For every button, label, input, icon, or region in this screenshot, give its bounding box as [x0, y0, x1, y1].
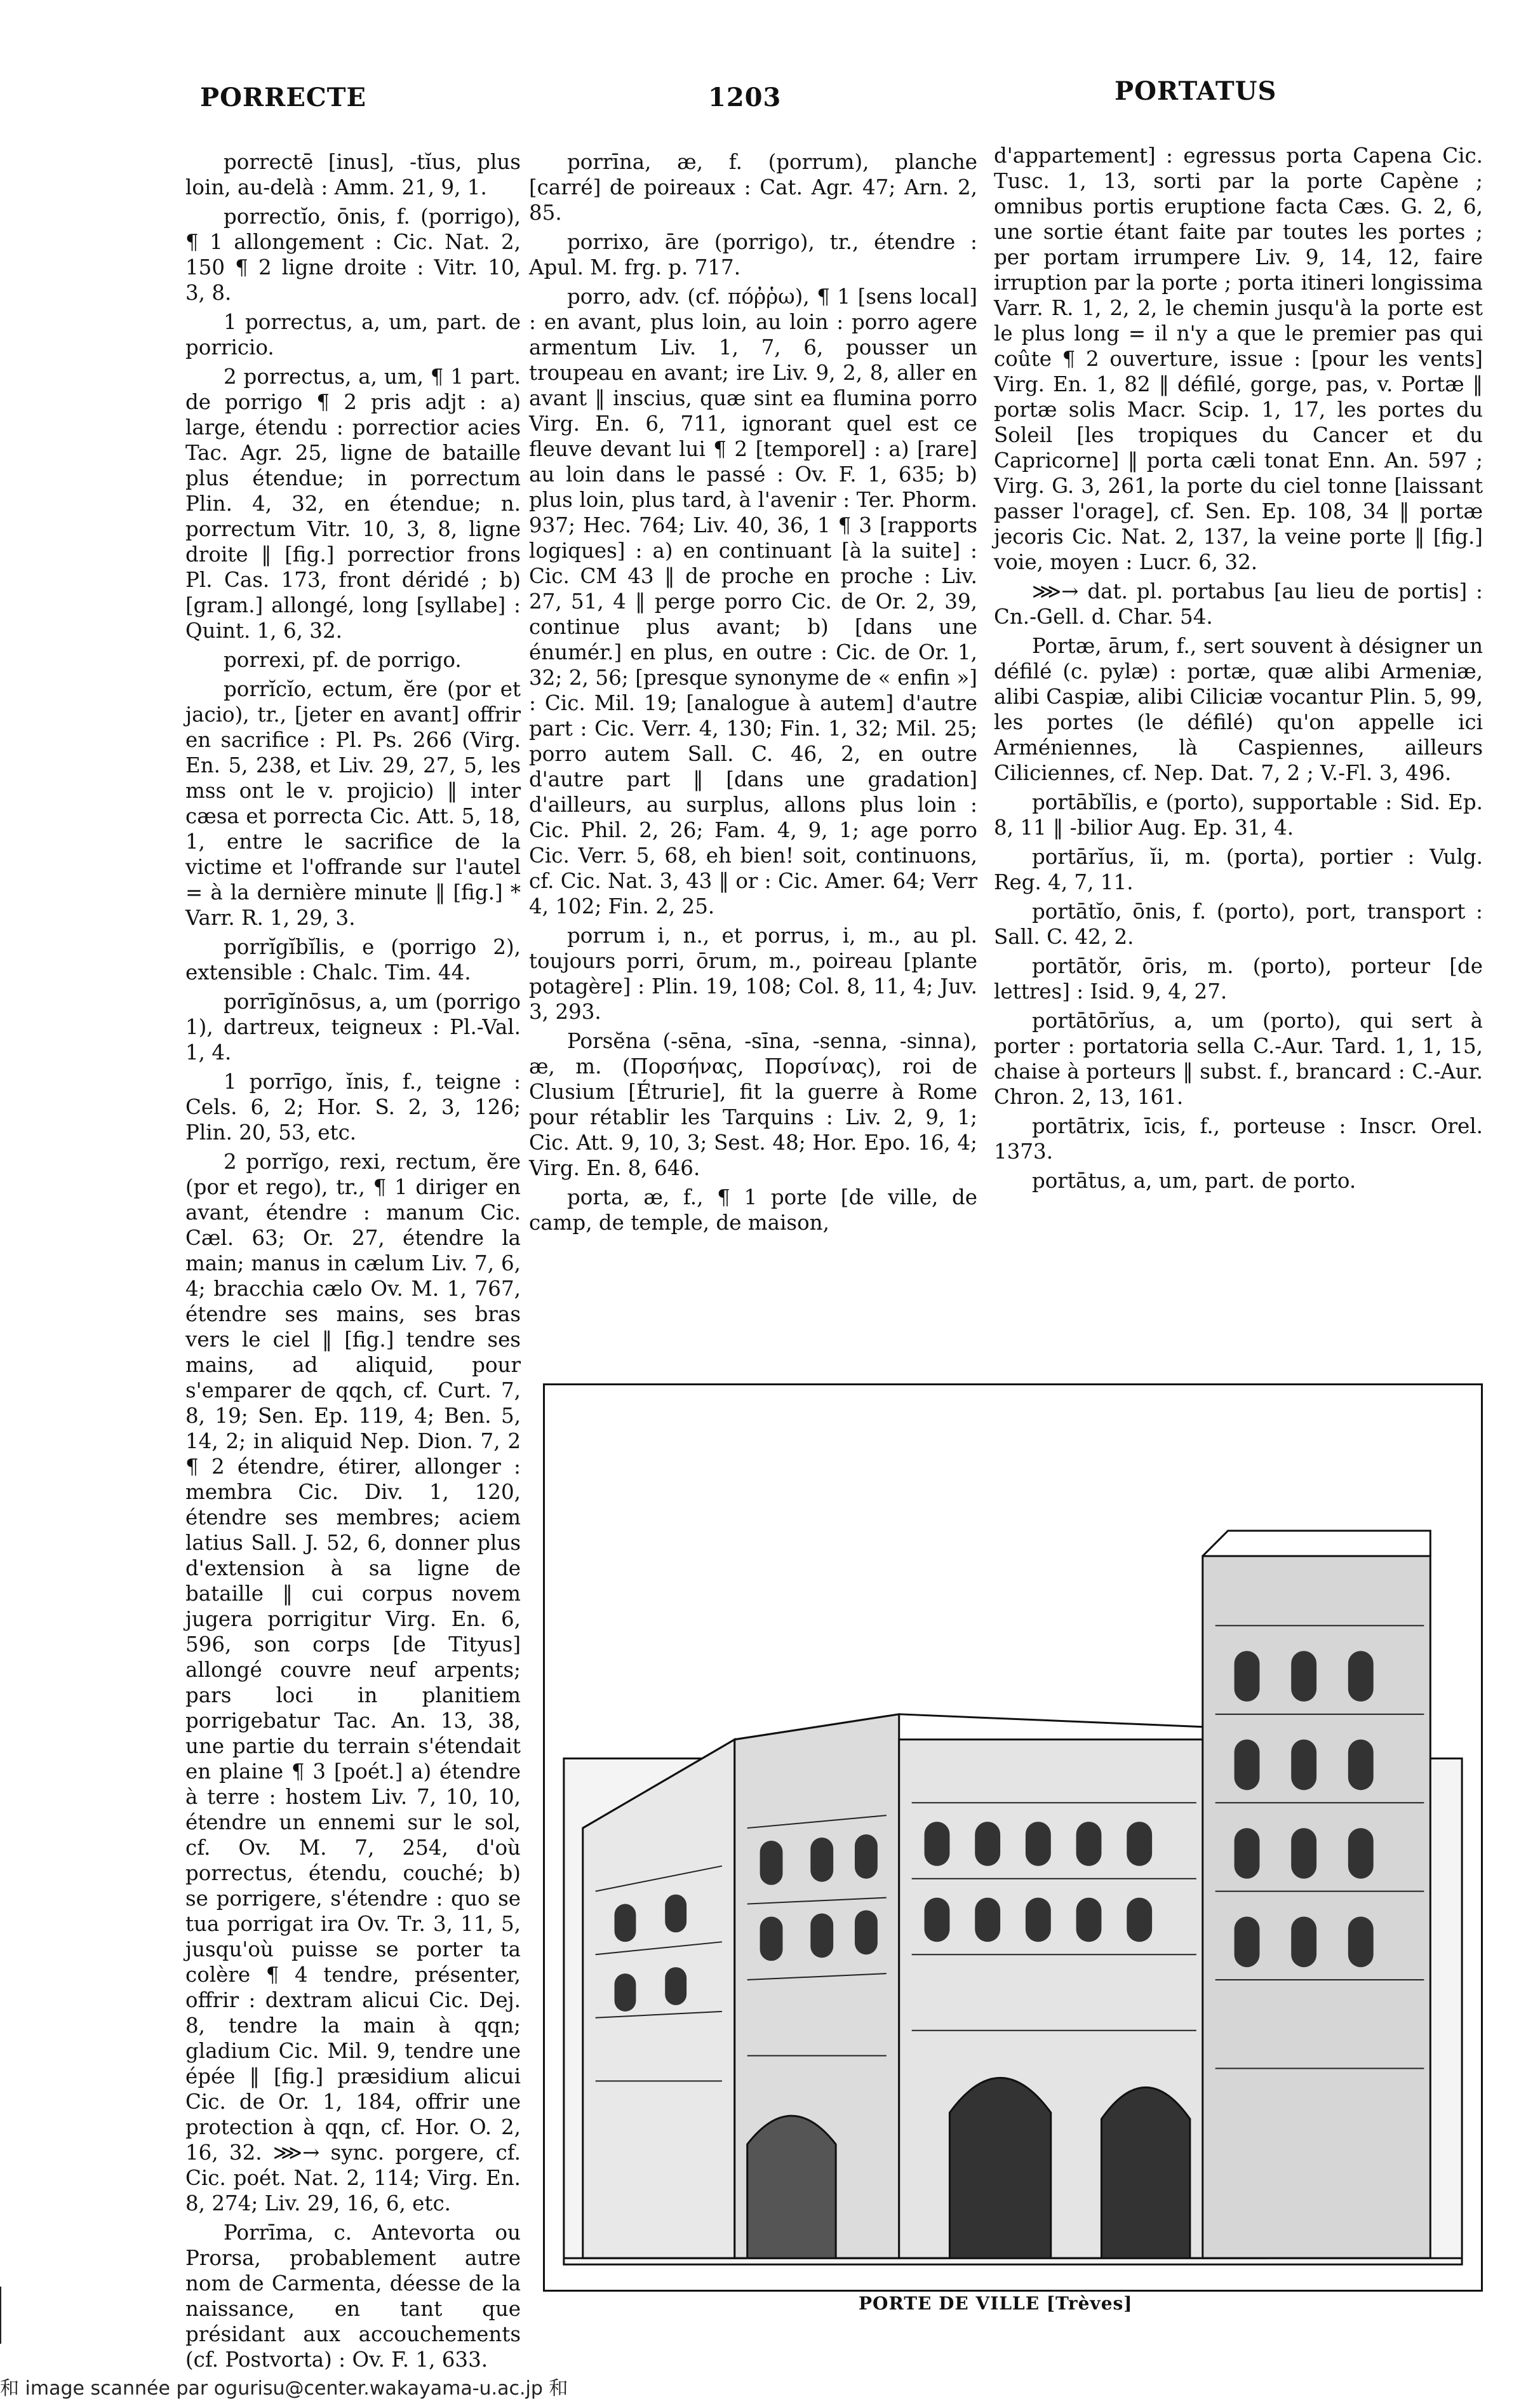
column-1 — [185, 149, 521, 2376]
dictionary-entry: portātĭo, ōnis, f. (porto), port, transport : Sall. C. 42, 2. — [994, 899, 1483, 949]
dictionary-entry: Portæ, ārum, f., sert souvent à désigner un défilé (c. pylæ) : portæ, quæ alibi Armeniæ, alibi Caspiæ, alibi Ciliciæ vocantur Plin. 5, 99, les portes (le défilé) qu'on appelle ici Arméniennes, là Caspiennes, ailleurs Ciliciennes, cf. Nep. Dat. 7, 2 ; V.-Fl. 3, 496. — [994, 634, 1483, 785]
running-head-right: PORTATUS — [1115, 76, 1277, 106]
dictionary-entry: portātus, a, um, part. de porto. — [1032, 1169, 1356, 1193]
dictionary-entry: 2 porrectus, a, um, ¶ 1 part. de porrigo ¶ 2 pris adjt : a) large, étendu : porrectior acies Tac. Agr. 25, ligne de bataille plus étendue; in porrectum Plin. 4, 32, en étendue; n. porrectum Vitr. 10, 3, 8, ligne droite ‖ [fig.] porrectior frons Pl. Cas. 173, front déridé ; b) [gram.] allongé, long [syllabe] : Quint. 1, 6, 32. — [185, 365, 521, 643]
dictionary-entry: 1 porrectus, a, um, part. de porricio. — [185, 310, 521, 360]
scan-credit: 和 image scannée par ogurisu@center.wakayama-u.ac.jp 和 — [0, 2377, 568, 2400]
column-3 — [994, 143, 1483, 1197]
dictionary-entry: portātōrĭus, a, um (porto), qui sert à porter : portatoria sella C.-Aur. Tard. 1, 1, 15, chaise à porteurs ‖ subst. f., brancard : C.-Aur. Chron. 2, 13, 161. — [994, 1009, 1483, 1109]
dictionary-entry: porrixo, āre (porrigo), tr., étendre : Apul. M. frg. p. 717. — [529, 230, 977, 279]
porta-nigra-engraving — [545, 1385, 1481, 2290]
porte-de-ville-illustration — [543, 1383, 1483, 2292]
dictionary-entry: porta, æ, f., ¶ 1 porte [de ville, de camp, de temple, de maison, — [529, 1185, 977, 1235]
dictionary-entry: porrĭgĭbĭlis, e (porrigo 2), extensible : Chalc. Tim. 44. — [185, 935, 521, 985]
dictionary-entry: porrum i, n., et porrus, i, m., au pl. toujours porri, ōrum, m., poireau [plante potagère] : Plin. 19, 108; Col. 8, 11, 4; Juv. 3, 293. — [529, 924, 977, 1024]
dictionary-entry: porrexi, pf. de porrigo. — [224, 648, 462, 672]
dictionary-entry: Porsĕna (-sēna, -sīna, -senna, -sinna), æ, m. (Πορσήνας, Πορσίνας), roi de Clusium [Étrurie], fit la guerre à Rome pour rétablir les Tarquins : Liv. 2, 9, 1; Cic. Att. 9, 10, 3; Sest. 48; Hor. Epo. 16, 4; Virg. En. 8, 646. — [529, 1029, 977, 1180]
dictionary-entry: porrectē [inus], -tĭus, plus loin, au-delà : Amm. 21, 9, 1. — [185, 150, 521, 199]
dictionary-entry: porrĭcĭo, ectum, ĕre (por et jacio), tr., [jeter en avant] offrir en sacrifice : Pl. Ps. 266 (Virg. En. 5, 238, et Liv. 29, 27, 5, les mss ont le v. projicio) ‖ inter cæsa et porrecta Cic. Att. 5, 18, 1, entre le sacrifice de la victime et l'offrande sur l'autel = à la dernière minute ‖ [fig.] * Varr. R. 1, 29, 3. — [185, 677, 521, 930]
dictionary-entry: portātrix, īcis, f., porteuse : Inscr. Orel. 1373. — [994, 1114, 1483, 1164]
dictionary-entry: 2 porrĭgo, rexi, rectum, ĕre (por et rego), tr., ¶ 1 diriger en avant, étendre : manum Cic. Cæl. 63; Or. 27, étendre la main; manus in cælum Liv. 7, 6, 4; bracchia cælo Ov. M. 1, 767, étendre ses mains, ses bras vers le ciel ‖ [fig.] tendre ses mains, ad aliquid, pour s'emparer de qqch, cf. Curt. 7, 8, 19; Sen. Ep. 119, 4; Ben. 5, 14, 2; in aliquid Nep. Dion. 7, 2 ¶ 2 étendre, étirer, allonger : membra Cic. Div. 1, 120, étendre ses membres; aciem latius Sall. J. 52, 6, donner plus d'extension à sa ligne de bataille ‖ cui corpus novem jugera porrigitur Virg. En. 6, 596, son corps [de Tityus] allongé couvre neuf arpents; pars loci in planitiem porrigebatur Tac. An. 13, 38, une partie du terrain s'étendait en plaine ¶ 3 [poét.] a) étendre à terre : hostem Liv. 7, 10, 10, étendre un ennemi sur le sol, cf. Ov. M. 7, 254, d'où porrectus, étendu, couché; b) se porrigere, s'étendre : quo se tua porrigat ira Ov. Tr. 3, 11, 5, jusqu'où puisse se porter ta colère ¶ 4 tendre, présenter, offrir : dextram alicui Cic. Dej. 8, tendre la main à qqn; gladium Cic. Mil. 9, tendre une épée ‖ [fig.] præsidium alicui Cic. de Or. 1, 184, offrir une protection à qqn, cf. Hor. O. 2, 16, 32. ⋙→ sync. porgere, cf. Cic. poét. Nat. 2, 114; Virg. En. 8, 274; Liv. 29, 16, 6, etc. — [185, 1150, 521, 2215]
margin-rule — [0, 2287, 1, 2344]
dictionary-entry: 1 porrīgo, ĭnis, f., teigne : Cels. 6, 2; Hor. S. 2, 3, 126; Plin. 20, 53, etc. — [185, 1070, 521, 1145]
page-number: 1203 — [708, 83, 782, 112]
dictionary-entry: ⋙→ dat. pl. portabus [au lieu de portis] : Cn.-Gell. d. Char. 54. — [994, 579, 1483, 629]
dictionary-entry: portābĭlis, e (porto), supportable : Sid. Ep. 8, 11 ‖ -bilior Aug. Ep. 31, 4. — [994, 790, 1483, 840]
figure-caption: PORTE DE VILLE [Trèves] — [859, 2293, 1133, 2314]
dictionary-entry: Porrīma, c. Antevorta ou Prorsa, probablement autre nom de Carmenta, déesse de la naissance, en tant que présidant aux accouchements (cf. Postvorta) : Ov. F. 1, 633. — [185, 2221, 521, 2372]
dictionary-entry-continued: d'appartement] : egressus porta Capena Cic. Tusc. 1, 13, sorti par la porte Capène ; omnibus portis eruptione facta Cæs. G. 2, 6, une sortie étant faite par toutes les portes ; per portam irrumpere Liv. 9, 14, 12, faire irruption par la porte ; porta itineri longissima Varr. R. 1, 2, 2, le chemin jusqu'à la porte est le plus long = il n'y a que le premier pas qui coûte ¶ 2 ouverture, issue : [pour les vents] Virg. En. 1, 82 ‖ défilé, gorge, pas, v. Portæ ‖ portæ solis Macr. Scip. 1, 17, les portes du Soleil [les tropiques du Cancer et du Capricorne] ‖ porta cæli tonat Enn. An. 597 ; Virg. G. 3, 261, la porte du ciel tonne [laissant passer l'orage], cf. Sen. Ep. 108, 34 ‖ portæ jecoris Cic. Nat. 2, 137, la veine porte ‖ [fig.] voie, moyen : Lucr. 6, 32. — [994, 144, 1483, 574]
dictionary-entry: porrīna, æ, f. (porrum), planche [carré] de poireaux : Cat. Agr. 47; Arn. 2, 85. — [529, 150, 977, 225]
running-head-left: PORRECTE — [200, 83, 366, 112]
dictionary-entry: porrīgĭnōsus, a, um (porrigo 1), dartreux, teigneux : Pl.-Val. 1, 4. — [185, 990, 521, 1065]
column-2 — [529, 149, 977, 1239]
dictionary-entry: portārĭus, ĭi, m. (porta), portier : Vulg. Reg. 4, 7, 11. — [994, 845, 1483, 894]
dictionary-entry: porrectĭo, ōnis, f. (porrigo), ¶ 1 allongement : Cic. Nat. 2, 150 ¶ 2 ligne droite : Vitr. 10, 3, 8. — [185, 205, 521, 305]
dictionary-entry: porro, adv. (cf. πόῤῥω), ¶ 1 [sens local] : en avant, plus loin, au loin : porro agere armentum Liv. 1, 7, 6, pousser un troupeau en avant; ire Liv. 9, 2, 8, aller en avant ‖ inscius, quæ sint ea flumina porro Virg. En. 6, 711, ignorant quel est ce fleuve devant lui ¶ 2 [temporel] : a) [rare] au loin dans le passé : Ov. F. 1, 635; b) plus loin, plus tard, à l'avenir : Ter. Phorm. 937; Hec. 764; Liv. 40, 36, 1 ¶ 3 [rapports logiques] : a) en continuant [à la suite] : Cic. CM 43 ‖ de proche en proche : Liv. 27, 51, 4 ‖ perge porro Cic. de Or. 2, 39, continue plus avant; b) [dans une énumér.] en plus, en outre : Cic. de Or. 1, 32; 2, 56; [presque synonyme de « enfin »] : Cic. Mil. 19; [analogue à autem] d'autre part : Cic. Verr. 4, 130; Fin. 1, 32; Mil. 25; porro autem Sall. C. 46, 2, en outre d'autre part ‖ [dans une gradation] d'ailleurs, au surplus, allons plus loin : Cic. Phil. 2, 26; Fam. 4, 9, 1; age porro Cic. Verr. 5, 68, eh bien! soit, continuons, cf. Cic. Nat. 3, 43 ‖ or : Cic. Amer. 64; Verr 4, 102; Fin. 2, 25. — [529, 285, 977, 918]
dictionary-entry: portātŏr, ōris, m. (porto), porteur [de lettres] : Isid. 9, 4, 27. — [994, 954, 1483, 1004]
